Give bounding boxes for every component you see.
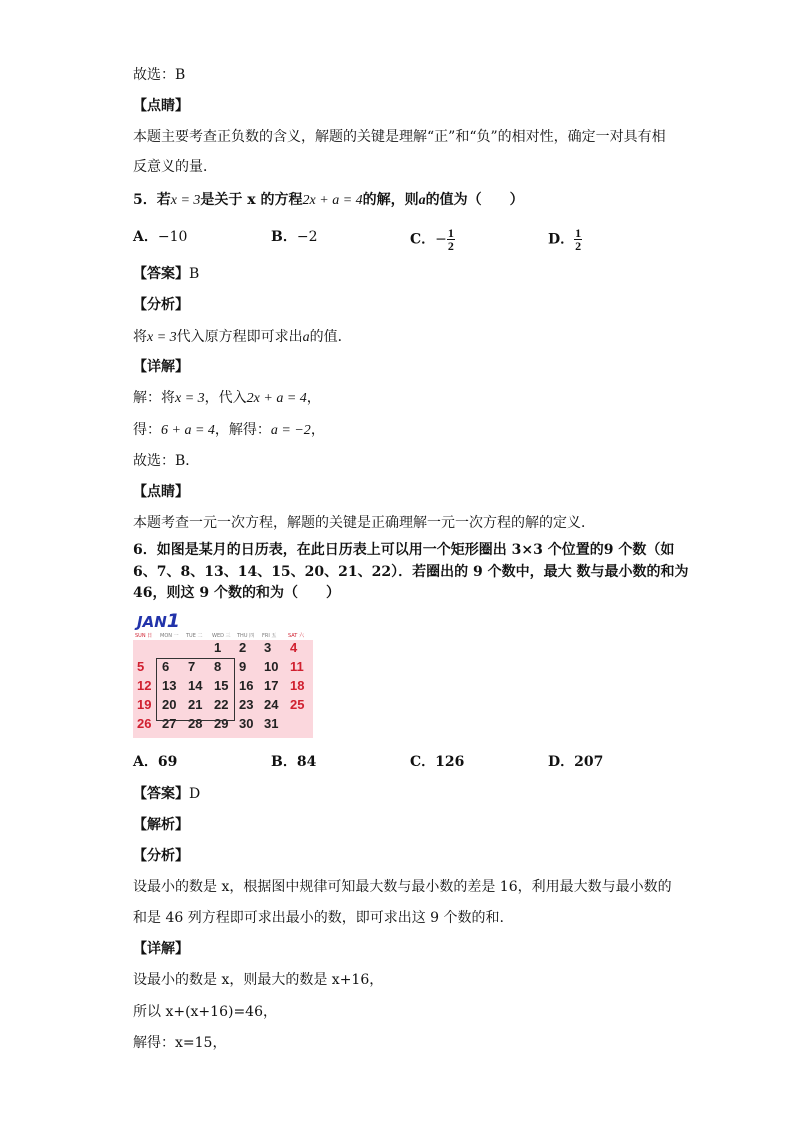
option-label: D． (548, 754, 575, 770)
solution-line (133, 420, 325, 441)
section-heading-fenxi: 【分析】 (133, 848, 189, 864)
option-label: D． (548, 231, 575, 248)
option-c (410, 752, 464, 772)
option-label: C． (410, 231, 436, 248)
calendar-day: 18 (290, 678, 305, 693)
question-6-line: 6．如图是某月的日历表，在此日历表上可以用一个矩形圈出 3×3 个位置的9 个数（如 (133, 542, 675, 558)
calendar-day: 1 (214, 640, 222, 655)
analysis-line: 设最小的数是 x，根据图中规律可知最大数与最小数的差是 16，利用最大数与最小数的 (133, 879, 672, 895)
weekday-label: SAT 六 (288, 633, 304, 639)
calendar-month (137, 610, 180, 632)
text: ， (306, 390, 321, 406)
calendar-day: 15 (214, 678, 229, 693)
calendar-day: 10 (264, 659, 279, 674)
option-sign: − (435, 231, 447, 248)
answer-label: 【答案】 (133, 266, 189, 282)
fraction (574, 227, 582, 252)
option-label: B． (271, 754, 297, 770)
answer-value: D (189, 786, 201, 802)
option-label: B． (271, 229, 297, 245)
calendar-day: 3 (264, 640, 272, 655)
weekday-label: FRI 五 (262, 633, 277, 639)
calendar-day: 21 (188, 697, 203, 712)
solution-line: 设最小的数是 x，则最大的数是 x+16， (133, 972, 384, 988)
option-label: A． (133, 754, 158, 770)
calendar-day: 16 (239, 678, 254, 693)
month-number: 1 (166, 610, 180, 632)
weekday-label: WED 三 (212, 633, 231, 639)
solution-line (133, 388, 321, 409)
calendar-day: 22 (214, 697, 229, 712)
option-value: 207 (574, 754, 604, 770)
option-label: A． (133, 229, 158, 245)
calendar-day: 24 (264, 697, 279, 712)
paragraph-line: 本题主要考查正负数的含义，解题的关键是理解“正”和“负”的相对性，确定一对具有相 (133, 129, 666, 145)
option-value: 84 (296, 754, 317, 770)
section-heading-fenxi: 【分析】 (133, 297, 189, 313)
selection-rectangle (156, 658, 235, 721)
text: 代入原方程即可求出 (176, 329, 303, 345)
option-a (133, 227, 187, 247)
math-variable: a (418, 193, 426, 208)
section-heading-dianjing: 【点睛】 (133, 484, 189, 500)
denominator: 2 (575, 239, 582, 253)
answer-line: 故选：B (133, 67, 186, 83)
option-label: C． (410, 754, 436, 770)
question-text: 是关于 x 的方程 (200, 192, 303, 208)
option-value: −2 (296, 229, 318, 245)
calendar-day: 12 (137, 678, 152, 693)
section-heading-dianjing: 【点睛】 (133, 98, 189, 114)
calendar-day: 31 (264, 716, 279, 731)
calendar-day: 14 (188, 678, 203, 693)
option-c (410, 227, 455, 252)
text: ，代入 (204, 390, 247, 406)
month-name: JAN (137, 613, 167, 631)
numerator: 1 (575, 226, 582, 240)
option-d (548, 752, 603, 772)
solution-line: 所以 x+(x+16)=46， (133, 1004, 277, 1020)
section-heading-xiangjie: 【详解】 (133, 359, 189, 375)
calendar-day: 26 (137, 716, 152, 731)
calendar-day: 9 (239, 659, 247, 674)
question-6-line: 6、7、8、13、14、15、20、21、22）．若圈出的 9 个数中，最大 数与最小数的和为 (133, 564, 689, 580)
option-b (271, 227, 317, 247)
math-variable: a (302, 330, 310, 345)
question-5 (133, 190, 524, 211)
answer-value: B (189, 266, 200, 282)
calendar-day: 19 (137, 697, 152, 712)
math-expression: 2x + a = 4 (302, 193, 363, 208)
calendar-day: 13 (162, 678, 177, 693)
question-number: 5．若 (133, 192, 171, 208)
weekday-label: SUN 日 (135, 633, 153, 639)
solution-line: 解得：x=15， (133, 1035, 227, 1051)
option-a (133, 752, 177, 772)
calendar-day: 6 (162, 659, 170, 674)
option-d (548, 227, 582, 252)
weekday-label: THU 四 (237, 633, 255, 639)
calendar-day: 5 (137, 659, 145, 674)
option-value: −10 (157, 229, 188, 245)
text: ，解得： (214, 422, 271, 438)
math-expression: x = 3 (170, 193, 201, 208)
question-6-line: 46，则这 9 个数的和为（ ） (133, 585, 340, 601)
math-expression: 6 + a = 4 (161, 423, 215, 438)
text: 的值． (309, 329, 352, 345)
option-value: 126 (435, 754, 465, 770)
calendar-day: 20 (162, 697, 177, 712)
paragraph-line: 反意义的量． (133, 159, 217, 175)
calendar-day: 17 (264, 678, 279, 693)
calendar-day: 11 (290, 659, 304, 674)
answer-line: 故选：B． (133, 453, 200, 469)
answer-label: 【答案】 (133, 786, 189, 802)
analysis-line: 和是 46 列方程即可求出最小的数，即可求出这 9 个数的和. (133, 910, 504, 926)
math-expression: x = 3 (175, 391, 205, 406)
calendar-day: 4 (290, 640, 298, 655)
section-heading-xiangjie: 【详解】 (133, 941, 189, 957)
answer-6 (133, 784, 200, 804)
calendar-day: 2 (239, 640, 247, 655)
math-expression: 2x + a = 4 (246, 391, 307, 406)
calendar-day: 8 (214, 659, 222, 674)
calendar-day: 27 (162, 716, 177, 731)
calendar-day: 29 (214, 716, 229, 731)
numerator: 1 (447, 226, 454, 240)
calendar-day: 23 (239, 697, 254, 712)
calendar-image (133, 610, 313, 738)
text: ， (310, 422, 325, 438)
paragraph-line: 本题考查一元一次方程，解题的关键是正确理解一元一次方程的解的定义． (133, 515, 595, 531)
text: 将 (133, 329, 147, 345)
text: 得： (133, 422, 161, 438)
fraction (447, 227, 455, 252)
question-text: 的值为（ ） (425, 192, 524, 208)
text: 解：将 (133, 390, 175, 406)
option-value: 69 (157, 754, 178, 770)
calendar-day: 30 (239, 716, 254, 731)
option-b (271, 752, 316, 772)
calendar-day: 28 (188, 716, 203, 731)
math-expression: x = 3 (147, 330, 177, 345)
denominator: 2 (447, 239, 454, 253)
analysis-line (133, 327, 352, 348)
section-heading-jiexi: 【解析】 (133, 817, 189, 833)
question-text: 的解，则 (362, 192, 419, 208)
calendar-day: 25 (290, 697, 305, 712)
weekday-label: MON 一 (160, 633, 179, 639)
calendar-day: 7 (188, 659, 196, 674)
math-expression: a = −2 (270, 423, 311, 438)
weekday-label: TUE 二 (186, 633, 203, 639)
answer-5 (133, 264, 199, 284)
